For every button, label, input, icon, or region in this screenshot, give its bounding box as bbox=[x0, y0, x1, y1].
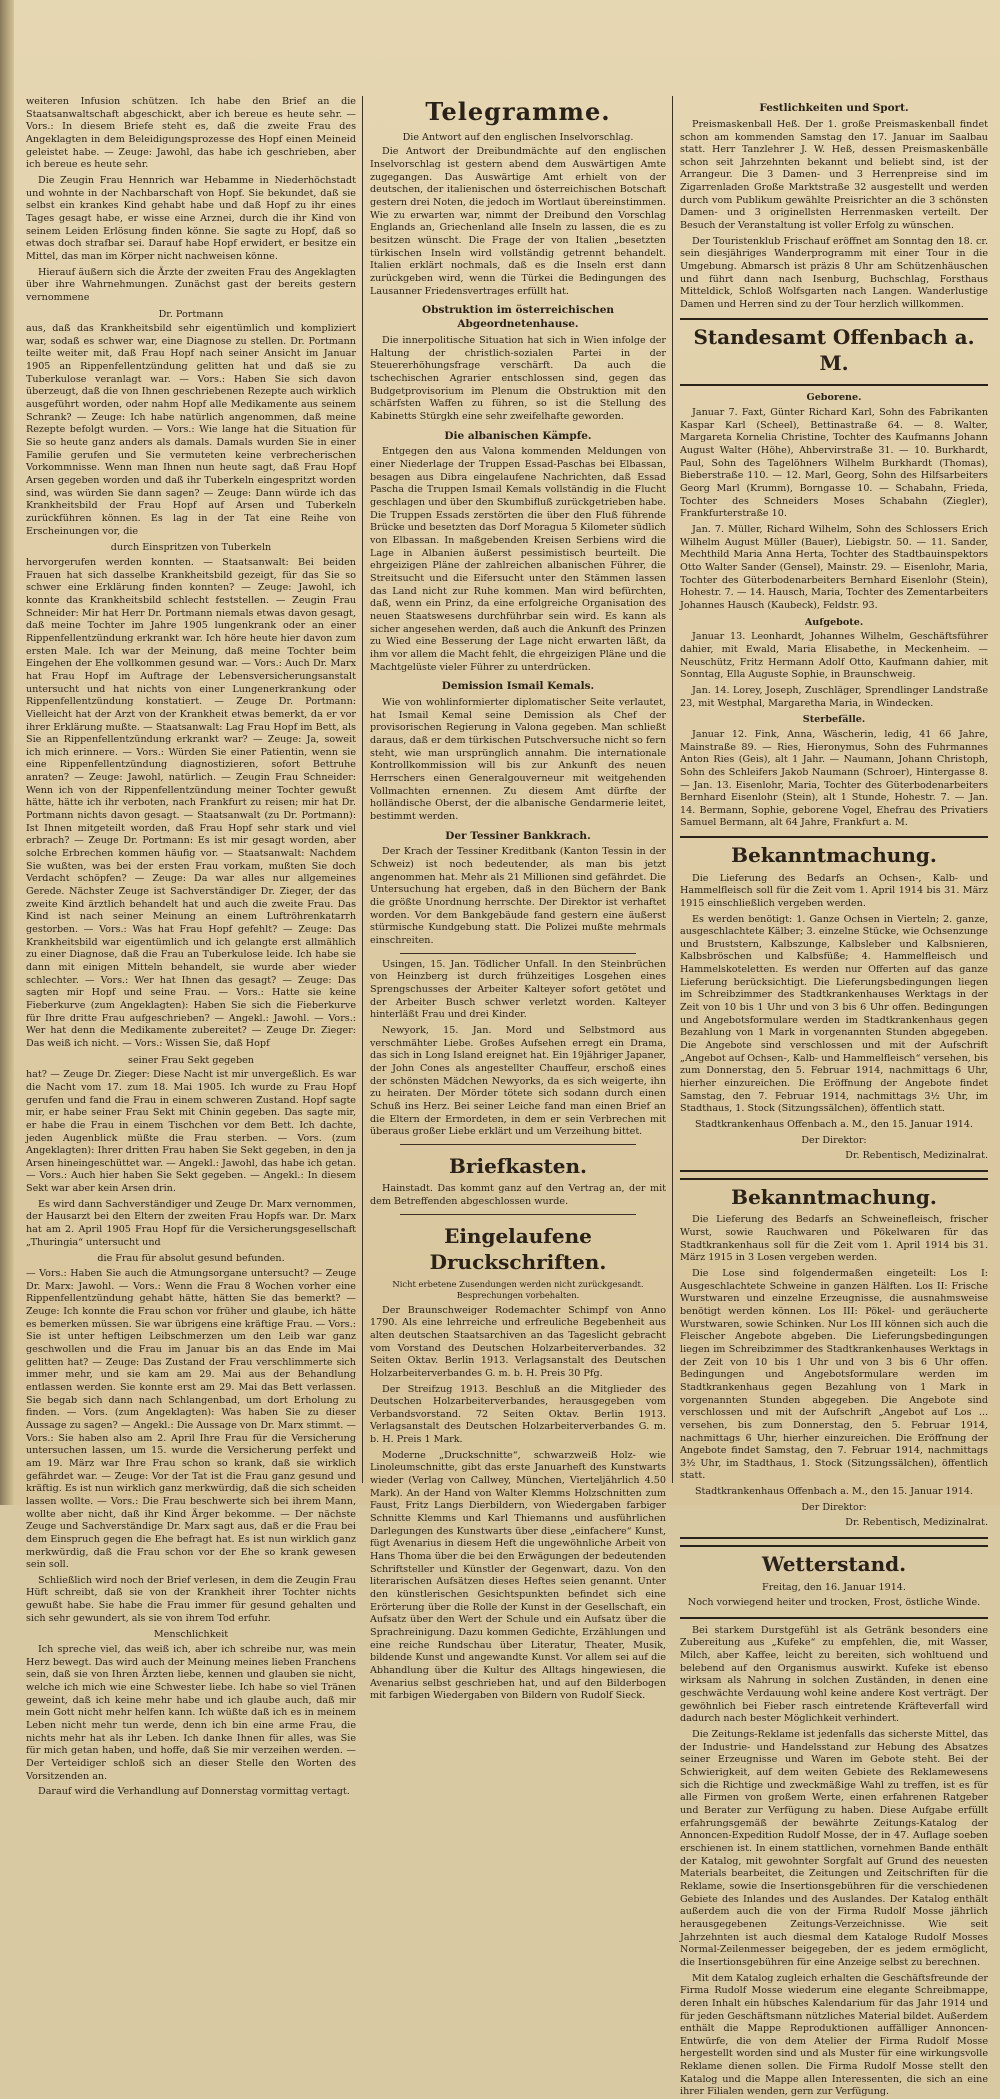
date-line: Freitag, den 16. Januar 1914. bbox=[762, 1581, 906, 1593]
subheading: Aufgebote. bbox=[804, 616, 864, 628]
section-title-announcement: Bekanntmachung. bbox=[731, 1184, 937, 1209]
divider bbox=[400, 1144, 636, 1145]
subheading: Festlichkeiten und Sport. bbox=[759, 102, 909, 114]
paragraph: Januar 12. Fink, Anna, Wäscherin, ledig, 41 66 Jahre, Mainstraße 89. — Ries, Hieronymus, Sohn des Fuhrmannes Anton Ries (Geis), alt 1 Jahr. — Naumann, Johann Christoph, Sohn des Schleifers Jakob Naumann (Schroer), Hintergasse 8. — Jan. 13. Eisenlohr, Maria, Tochter des Güterbodenarbeiters Bernhard Eisenlohr (Stein), alt 1 Stunde, Hohestr. 7. — Jan. 14. Bermann, Sophie, geborene Vogel, Ehefrau des Privatiers Samuel Bermann, alt 64 Jahre, Frankfurt a. M. bbox=[680, 728, 988, 829]
paragraph: Jan. 14. Lorey, Joseph, Zuschläger, Sprendlinger Landstraße 23, mit Westphal, Margaretha Maria, in Windecken. bbox=[680, 684, 988, 709]
paragraph: Die Zeitungs-Reklame ist jedenfalls das sicherste Mittel, das der Industrie- und Handelsstand zur Hebung des Absatzes seiner Erzeugnisse und Waren im Gebote steht. Bei der Schwierigkeit, auf dem weiten Gebiete des Reklamewesens sich die Richtige und zweckmäßige Wahl zu treffen, ist es für alle Firmen von großem Werte, einen erfahrenen Ratgeber und Berater zur Verfügung zu haben. Diese Aufgabe erfüllt erfahrungsgemäß der bewährte Zeitungs-Katalog der Annoncen-Expedition Rudolf Mosse, der in 47. Auflage soeben erschienen ist. In einem stattlichen, vornehmen Bande enthält der Katalog, mit gewohnter Sorgfalt auf Grund des neuesten Materials bearbeitet, die Zeitungen und Zeitschriften für die Reklame, sowie die Insertionsgebühren für die verschiedenen Gebiete des Inlandes und des Auslandes. Der Katalog enthält außerdem auch die von der Firma Rudolf Mosse jährlich herausgegebenen Zeitungs-Verzeichnisse. Wie seit Jahrzehnten ist auch diesmal dem Kataloge Rudolf Mosses Normal-Zeilenmesser beigegeben, der es jedem ermöglicht, die Insertionsgebühren für eine Anzeige selbst zu berechnen. bbox=[680, 1729, 988, 1968]
paragraph: Moderne „Druckschnitte“, schwarzweiß Holz- wie Linoleumschnitte, gibt das erste Januarheft des Kunstwarts wieder (Verlag von Callwey, München, Vierteljährlich 4.50 Mark). An der Hand von Walter Klemms Holzschnitten zum Faust, Fritz Langs Dierbildern, von Wiedergaben farbiger Schnitte Klemms und Karl Thiemanns und ausführlichen Darlegungen des Kunstwarts über diese „einfachere“ Kunst, fügt Avenarius in diesem Heft die ungewöhnliche Arbeit von Hans Thoma über die bei den Erwägungen der bedeutenden Schriftsteller und Künstler der Gegenwart, dazu. Von den literarischen Aufsätzen dieses Heftes seien genannt. Unter den künstlerischen Gesichtspunkten befindet sich eine Erörterung über die Rolle der Kunst in der Gesellschaft, ein Aufsatz über den Wert der Schule und ein Aufsatz über die Sprachreinigung. Dazu kommen Gedichte, Erzählungen und eine reiche Rundschau über Literatur, Theater, Musik, bildende Kunst und angewandte Kunst. Vor allem sei auf die Abhandlung über die Kultur des Alltags hingewiesen, die Avenarius selbst geschrieben hat, und auf den Bilderbogen mit farbigen Wiedergaben von Bildern von Rudolf Sieck. bbox=[370, 1449, 666, 1702]
forecast: Noch vorwiegend heiter und trocken, Frost, östliche Winde. bbox=[687, 1597, 981, 1609]
page-binding-edge bbox=[0, 0, 14, 1505]
subheading: Dr. Portmann bbox=[158, 308, 224, 320]
paragraph: Bei starkem Durstgefühl ist als Getränk besonders eine Zubereitung aus „Kufeke“ zu empfehlen, die, mit Wasser, Milch, aber Kaffee, leicht zu bereiten, sich wohltuend und belebend auf den Organismus auswirkt. Kufeke ist ebenso wirksam als Nahrung in solchen Zuständen, in denen eine geschwächte Verdauung wohl keine andere Kost verträgt. Der gewöhnlich bei Fieber rasch eintretende Kräfteverfall wird dadurch nach bester Möglichkeit verhindert. bbox=[680, 1624, 988, 1725]
subheading: Die albanischen Kämpfe. bbox=[444, 429, 592, 442]
paragraph: aus, daß das Krankheitsbild sehr eigentümlich und kompliziert war, sodaß es schwer war, eine Diagnose zu stellen. Dr. Portmann teilte weiter mit, daß Frau Hopf nach seiner Ansicht im Januar 1905 an Rippenfellentzündung gelitten hat und daß sie zu Tuberkulose veranlagt war. — Vors.: Haben Sie sich davon überzeugt, daß die von Ihnen geschriebenen Rezepte auch wirklich ausgeführt worden, oder nahm Hopf alle Medikamente aus seinem Schrank? — Zeuge: Ich habe natürlich angenommen, daß meine Rezepte befolgt wurden. — Vors.: Wie lange hat die Situation für Sie so heute ganz anders als damals. Damals wurden Sie in einer Familie gerufen und Sie vermuteten keine verbrecherischen Vorkommnisse. Wenn man Ihnen nun heute sagt, daß Frau Hopf Arsen gegeben worden und daß ihr Tuberkeln eingespritzt worden sind, was würden Sie dann sagen? — Zeuge: Dann würde ich das Krankheitsbild der Frau Hopf auf Arsen und Tuberkeln zurückführen können. Es lag in der Tat eine Reihe von Erscheinungen vor, die bbox=[26, 323, 356, 537]
paragraph: hervorgerufen werden konnten. — Staatsanwalt: Bei beiden Frauen hat sich dasselbe Krankheitsbild gezeigt, für das Sie so schwer eine Erklärung finden konnten? — Zeuge: Jawohl, ich konnte das Krankheitsbild schlecht feststellen. — Zeugin Frau Schneider: Mir hat Herr Dr. Portmann niemals etwas davon gesagt, daß meine Tochter im Jahre 1905 lungenkrank oder an einer Rippenfellentzündung erkrankt war. Ich höre heute hier davon zum ersten Male. Ich war der Meinung, daß meine Tochter beim Eingehen der Ehe vollkommen gesund war. — Vors.: Auch Dr. Marx hat Frau Hopf im Auftrage der Lebensversicherungsanstalt untersucht und hat nichts von einer Lungenerkrankung oder Rippenfellentzündung konstatiert. — Zeuge Dr. Portmann: Vielleicht hat der Arzt von der Krankheit etwas bemerkt, da er vor ihrer Erklärung mußte. — Staatsanwalt: Lag Frau Hopf im Bett, als Sie an Rippenfellentzündung erkrankt war? — Zeuge: Ja, soweit ich mich erinnere. — Vors.: Würden Sie einer Patientin, wenn sie eine Rippenfellentzündung diagnostizieren, sofort Bettruhe anraten? — Zeuge: Jawohl, natürlich. — Zeugin Frau Schneider: Wenn ich von der Rippenfellentzündung meiner Tochter gewußt hätte, hätte ich ihr verboten, nach Frankfurt zu reisen; mir hat Dr. Portmann nichts davon gesagt. — Staatsanwalt (zu Dr. Portmann): Ist Ihnen mitgeteilt worden, daß Frau Hopf sehr stark und viel erbrach? — Zeuge Dr. Portmann: Es ist mir gesagt worden, aber solche Erbrechen kommen häufig vor. — Staatsanwalt: Nachdem Sie wußten, was bei der ersten Frau vorkam, mußten Sie doch Verdacht schöpfen? — Zeuge: Da war alles nur allgemeines Gerede. Nächster Zeuge ist Sachverständiger Dr. Zieger, der das zweite Kind ärztlich behandelt hat und auch die zweite Frau. Das Kind ist nach seiner Meinung an einem Luftröhrenkatarrh gestorben. — Vors.: Was hat Frau Hopf gefehlt? — Zeuge: Das Krankheitsbild war eigentümlich und ich gelangte erst allmählich zu einer Diagnose, daß die Frau an Tuberkulose leide. Ich habe sie dann mit einigen Mitteln behandelt, sie wurde aber wieder schlechter. — Vors.: Wer hat Ihnen das gesagt? — Zeuge: Das sagten mir Hopf und seine Frau. — Vors.: Hatte sie keine Fieberkurve (zum Angeklagten): Haben Sie sich die Fieberkurve für Ihre dritte Frau aufgeschrieben? — Angekl.: Jawohl. — Vors.: Wer hat denn die Medikamente zubereitet? — Zeuge Dr. Zieger: Das weiß ich nicht. — Vors.: Wissen Sie, daß Hopf bbox=[26, 556, 356, 1049]
paragraph: Der Direktor: bbox=[801, 1501, 867, 1513]
column-rule bbox=[362, 96, 363, 1483]
paragraph: Die innerpolitische Situation hat sich in Wien infolge der Haltung der christlich-sozialen Partei in der Steuererhöhungsfrage verschärft. Da auch die tschechischen Agrarier entschlossen sind, gegen das Budgetprovisorium im Plenum die Obstruktion mit den schärfsten Waffen zu führen, so ist die Stellung des Kabinetts Stürgkh eine sehr zweifelhafte geworden. bbox=[370, 334, 666, 422]
paragraph: Es wird dann Sachverständiger und Zeuge Dr. Marx vernommen, der Hausarzt bei den Eltern der zweiten Frau Hopfs war. Dr. Marx hat am 2. April 1905 Frau Hopf für die Versicherungsgesellschaft „Thuringia“ untersucht und bbox=[26, 1198, 356, 1248]
paragraph: Der Streifzug 1913. Beschluß an die Mitglieder des Deutschen Holzarbeiterverbandes, herausgegeben vom Verbandsvorstand. 72 Seiten Oktav. Berlin 1913. Verlagsanstalt des Deutschen Holzarbeiterverbandes G. m. b. H. Preis 1 Mark. bbox=[370, 1383, 666, 1446]
paragraph: Die Antwort der Dreibundmächte auf den englischen Inselvorschlag ist gestern abend dem Auswärtigen Amte zugegangen. Das Auswärtige Amt erhielt von der deutschen, der italienischen und österreichischen Botschaft gestern drei Noten, die jedoch im Wortlaut übereinstimmen. Wie zu erwarten war, nimmt der Dreibund den Vorschlag Englands an, Griechenland alle Inseln zu lassen, die es zu besitzen wünscht. Die Frage der von Italien „besetzten türkischen Inseln wird vollständig getrennt behandelt. Italien erklärt nochmals, daß es die Inseln erst dann zurückgeben wird, wenn die Türkei die Bedingungen des Lausanner Friedensvertrages erfüllt hat. bbox=[370, 146, 666, 297]
section-title-announcement: Bekanntmachung. bbox=[731, 843, 937, 868]
paragraph: Hainstadt. Das kommt ganz auf den Vertrag an, der mit dem Betreffenden abgeschlossen wurde. bbox=[370, 1183, 666, 1207]
paragraph: Mit dem Katalog zugleich erhalten die Geschäftsfreunde der Firma Rudolf Mosse wiederum eine elegante Schreibmappe, deren Inhalt ein hübsches Kalendarium für das Jahr 1914 und für jeden Geschäftsmann nützliches Material bildet. Außerdem enthält die Mappe Reproduktionen auffälliger Annoncen-Entwürfe, die von dem Atelier der Firma Rudolf Mosse hergestellt worden sind und als Muster für eine wirkungsvolle Reklame dienen sollen. Die Firma Rudolf Mosse stellt den Katalog und die Mappe allen Interessenten, die sich an eine ihrer Filialen wenden, gern zur Verfügung. bbox=[680, 1972, 988, 2098]
paragraph: Stadtkrankenhaus Offenbach a. M., den 15. Januar 1914. bbox=[694, 1119, 974, 1130]
column-telegrams bbox=[370, 96, 666, 1702]
paragraph: weiteren Infusion schützen. Ich habe den Brief an die Staatsanwaltschaft abgeschickt, aber ich bereue es heute sehr. — Vors.: In diesem Briefe steht es, daß die zweite Frau des Angeklagten in dem Beleidigungsprozesse des Hopf einen Meineid geleistet habe. — Zeuge: Jawohl, das habe ich geschrieben, aber ich bereue es heute sehr. bbox=[26, 96, 356, 171]
paragraph: Die Lieferung des Bedarfs an Schweinefleisch, frischer Wurst, sowie Rauchwaren und Pökelwaren für das Stadtkrankenhaus soll für die Zeit vom 1. April 1914 bis 31. März 1915 in 3 Losen vergeben werden. bbox=[680, 1214, 988, 1264]
paragraph: Die Zeugin Frau Hennrich war Hebamme in Niederhöchstadt und wohnte in der Nachbarschaft von Hopf. Sie bekundet, daß sie selbst ein krankes Kind gehabt habe und daß Hopf zu ihr eines Tages gesagt habe, er wisse eine Arznei, durch die ihr Kind von seinem Leiden Erlösung finden könne. Sie sagte zu Hopf, daß so etwas doch strafbar sei. Darauf habe Hopf erwidert, er besitze ein Mittel, das man im Körper nicht nachweisen könne. bbox=[26, 174, 356, 262]
subheading: durch Einspritzen von Tuberkeln bbox=[110, 542, 272, 554]
paragraph: Newyork, 15. Jan. Mord und Selbstmord aus verschmähter Liebe. Großes Aufsehen erregt ein Drama, das sich in Long Island ereignet hat. Ein 19jähriger Japaner, der John Cones als angestellter Chauffeur, erschoß eines der schönsten Mädchen Newyorks, da es sich weigerte, ihn zu heiraten. Der Mörder tötete sich sodann durch einen Schuß ins Herz. Bei seiner Leiche fand man einen Brief an die Eltern der Ermordeten, in dem er sein Verbrechen mit überaus großer Liebe erklärt und um Verzeihung bittet. bbox=[370, 1025, 666, 1138]
paragraph: hat? — Zeuge Dr. Zieger: Diese Nacht ist mir unvergeßlich. Es war die Nacht vom 17. zum 18. Mai 1905. Ich wurde zu Frau Hopf gerufen und fand die Frau in einem schweren Zustand. Hopf sagte mir, er habe seiner Frau Sekt mit Chinin gegeben. Das sagte mir, er habe die Frau in einem Tischchen vor dem Bett. Ich dachte, jeden Augenblick müßte die Frau sterben. — Vors. (zum Angeklagten): Ihrer dritten Frau haben Sie Sekt gegeben, in den ja Arsen hineingeschüttet war. — Angekl.: Jawohl, das habe ich getan. — Vors.: Auch hier haben Sie Sekt gegeben. — Angekl.: In diesem Sekt war aber kein Arsen drin. bbox=[26, 1069, 356, 1195]
paragraph: Es werden benötigt: 1. Ganze Ochsen in Vierteln; 2. ganze, ausgeschlachtete Kälber; 3. einzelne Stücke, wie Ochsenzunge und Bruststern, Kalbszunge, Kalbsleber und Kalbsnieren, Kalbsbröschen und Kalbsfüße; 4. Hammelfleisch und Hammelskoteletten. Es werden nur Offerten auf das ganze Lieferung berücksichtigt. Die Lieferungsbedingungen liegen im Schreibzimmer des Stadtkrankenhauses Werktags in der Zeit von 10 bis 1 Uhr und von 3 bis 6 Uhr offen. Bedingungen und Angebotsformulare werden im Stadtkrankenhaus gegen Bezahlung von 1 Mark in vorgenannten Stunden abgegeben. Die Angebote sind verschlossen und mit der Aufschrift „Angebot auf Ochsen-, Kalb- und Hammelfleisch“ versehen, bis zum Donnerstag, den 5. Februar 1914, nachmittags 6 Uhr, hierher einzureichen. Die Eröffnung der Angebote findet Samstag, den 7. Februar 1914, nachmittags 3½ Uhr, im Stadthaus, 1. Stock (Sitzungssälchen), öffentlich statt. bbox=[680, 913, 988, 1115]
registry-office-box bbox=[680, 318, 988, 387]
announcement-box bbox=[680, 1178, 988, 1539]
announcement-box bbox=[680, 836, 988, 1172]
section-title-telegrams: Telegramme. bbox=[425, 97, 611, 126]
paragraph: Januar 7. Faxt, Günter Richard Karl, Sohn des Fabrikanten Kaspar Karl (Scheel), Bettinastraße 64. — 8. Walter, Margareta Kornelia Christine, Tochter des Kaufmanns Johann August Walter (Höhe), Ahbervirstraße 31. — 10. Burkhardt, Paul, Sohn des Tagelöhners Wilhelm Burkhardt (Thomas), Bieberstraße 110. — 12. Marl, Georg, Sohn des Hilfsarbeiters Georg Marl (Krumm), Borngasse 10. — Schabahn, Frieda, Tochter des Schneiders Moses Schabahn (Ziegler), Frankfurterstraße 10. bbox=[680, 407, 988, 520]
section-title-letterbox: Briefkasten. bbox=[449, 1153, 587, 1178]
paragraph: Stadtkrankenhaus Offenbach a. M., den 15. Januar 1914. bbox=[694, 1486, 974, 1498]
subheading: Menschlichkeit bbox=[153, 1629, 229, 1641]
signature: Dr. Rebentisch, Medizinalrat. bbox=[845, 1150, 988, 1162]
subheading: die Frau für absolut gesund befunden. bbox=[97, 1253, 285, 1265]
paragraph: Die Lose sind folgendermaßen eingeteilt: Los I: Ausgeschlachtete Schweine in ganzen Hälften. Los II: Frische Wurstwaren und einzelne Erzeugnisse, die ausnahmsweise benötigt werden können. Los III: Pökel- und geräucherte Wurstwaren, sowie Schinken. Nur Los III können sich auch die Fleischer Angebote abgeben. Die Lieferungsbedingungen liegen im Schreibzimmer des Stadtkrankenhauses Werktags in der Zeit von 10 bis 1 Uhr und von 3 bis 6 Uhr offen. Bedingungen und Angebotsformulare werden im Stadtkrankenhaus gegen Bezahlung von 1 Mark in vorgenannten Stunden abgegeben. Die Angebote sind verschlossen und mit der Aufschrift „Angebot auf Los ... versehen, bis zum Donnerstag, den 5. Februar 1914, nachmittags 6 Uhr, hierher einzureichen. Die Eröffnung der Angebote findet Samstag, den 7. Februar 1914, nachmittags 3½ Uhr, im Stadthaus, 1. Stock (Sitzungssälchen), öffentlich statt. bbox=[680, 1267, 988, 1482]
paragraph: Der Braunschweiger Rodemachter Schimpf von Anno 1790. Als eine lehrreiche und erfreuliche Begebenheit aus alten deutschen Staatsarchiven an das Tageslicht gebracht vom Vorstand des Deutschen Holzarbeiterverbandes. 32 Seiten Oktav. Berlin 1913. Verlagsanstalt des Deutschen Holzarbeiterverbandes G. m. b. H. Preis 30 Pfg. bbox=[370, 1304, 666, 1379]
paragraph: Der Direktor: bbox=[801, 1134, 867, 1146]
paragraph: Darauf wird die Verhandlung auf Donnerstag vormittag vertagt. bbox=[38, 1786, 350, 1798]
subheading: seiner Frau Sekt gegeben bbox=[128, 1054, 254, 1066]
weather-box bbox=[680, 1545, 988, 1619]
paragraph: Wie von wohlinformierter diplomatischer Seite verlautet, hat Ismail Kemal seine Demission als Chef der provisorischen Regierung in Valona gegeben. Man schließt daraus, daß er dem türkischen Putschversuche nicht so fern steht, wie man ursprünglich annahm. Die internationale Kontrollkommission will bis zur Ankunft des neuen Herrschers einen Generalgouverneur mit weitgehenden Vollmachten ernennen. Zu diesem Amt dürfte der holländische Oberst, der die albanische Gendarmerie leitet, bestimmt werden. bbox=[370, 697, 666, 822]
paragraph: Januar 13. Leonhardt, Johannes Wilhelm, Geschäftsführer dahier, mit Ewald, Maria Elisabethe, in Meckenheim. — Neuschütz, Fritz Hermann Adolf Otto, Kaufmann dahier, mit Sonntag, Ella Auguste Sophie, in Braunschweig. bbox=[680, 631, 988, 681]
paragraph: Hierauf äußern sich die Ärzte der zweiten Frau des Angeklagten über ihre Wahrnehmungen. Zunächst gast der bereits gestern vernommene bbox=[26, 266, 356, 303]
subheading: Die Antwort auf den englischen Inselvorschlag. bbox=[402, 131, 634, 143]
subheading: Geborene. bbox=[806, 392, 862, 404]
divider bbox=[400, 953, 636, 954]
paragraph: Der Krach der Tessiner Kreditbank (Kanton Tessin in der Schweiz) ist noch bedeutender, als man bis jetzt angenommen hat. Mehr als 21 Millionen sind gefährdet. Die Untersuchung hat ergeben, daß in den Büchern der Bank die größte Unordnung herrschte. Der Direktor ist verhaftet worden. Vor dem Bankgebäude fand gestern eine äußerst stürmische Kundgebung statt. Die Polizei mußte mehrmals einschreiten. bbox=[370, 846, 666, 947]
paragraph: Usingen, 15. Jan. Tödlicher Unfall. In den Steinbrüchen von Heinzberg ist durch frühzeitiges Losgehen eines Sprengschusses der Arbeiter Kalteyer sofort getötet und der Arbeiter Busch schwer verletzt worden. Kalteyer hinterläßt Frau und drei Kinder. bbox=[370, 958, 666, 1021]
note: Nicht erbetene Zusendungen werden nicht zurückgesandt. Besprechungen vorbehalten. bbox=[392, 1279, 644, 1301]
divider bbox=[400, 1214, 636, 1215]
subheading: Obstruktion im österreichischen Abgeordnetenhause. bbox=[421, 304, 615, 331]
paragraph: Schließlich wird noch der Brief verlesen, in dem die Zeugin Frau Hüft schreibt, daß sie von der Krankheit ihrer Tochter nichts gewußt habe. Sie habe die Frau immer für gesund gehalten und sich sehr gewundert, als sie von ihrem Tod erfuhr. bbox=[26, 1574, 356, 1624]
paragraph: Die Lieferung des Bedarfs an Ochsen-, Kalb- und Hammelfleisch soll für die Zeit vom 1. April 1914 bis 31. März 1915 einschließlich vergeben werden. bbox=[680, 872, 988, 909]
paragraph: Jan. 7. Müller, Richard Wilhelm, Sohn des Schlossers Erich Wilhelm August Müller (Bauer), Liebigstr. 50. — 11. Sander, Mechthild Maria Anna Herta, Tochter des Stadtbauinspektors Otto Walter Sander (Gensel), Mainstr. 29. — Eisenlohr, Maria, Tochter des Güterbodenarbeiters Bernhard Eisenlohr (Stein), Hohestr. 7. — 14. Hausch, Maria, Tochter des Zementarbeiters Johannes Hausch (Kaubeck), Feldstr. 93. bbox=[680, 524, 988, 611]
subheading: Demission Ismail Kemals. bbox=[441, 680, 595, 693]
column-rule bbox=[672, 96, 673, 1483]
column-trial-report bbox=[26, 96, 356, 1798]
paragraph: — Vors.: Haben Sie auch die Atmungsorgane untersucht? — Zeuge Dr. Marx: Jawohl. — Vors.: Wenn die Frau 8 Wochen vorher eine Rippenfellentzündung gehabt hätte, hätten Sie das bemerkt? — Zeuge: Ich konnte die Frau schon vor früher und glaube, ich hätte es bemerken müssen. Sie war übrigens eine kräftige Frau. — Vors.: Sie ist unter heftigen Leibschmerzen um den Leib war ganz geschwollen und die Frau im Januar bis an das Ende im Mai gelitten hat? — Zeuge: Das Zustand der Frau verschlimmerte sich immer mehr, und sie kam am 29. Mai aus der Behandlung entlassen werden. Sie konnte erst am 29. Mai das Bett verlassen. Sie begab sich dann nach Schlangenbad, um dort Erholung zu finden. — Vors. (zum Angeklagten): Was haben Sie zu dieser Aussage zu sagen? — Angekl.: Die Aussage von Dr. Marx stimmt. — Vors.: Sie haben also am 2. April Ihre Frau für die Versicherung untersuchen lassen, um 15. wurde die Versicherung perfekt und am 19. März war Ihre Frau schon so krank, daß sie wirklich gefährdet war. — Zeuge: Vor der Tat ist die Frau ganz gesund und kräftig. Es ist nun wirklich ganz merkwürdig, daß die sich scheiden lassen wollte. — Vors.: Die Frau beschwerte sich bei ihrem Mann, wollte aber nicht, daß ihr Kind Ärger bekomme. — Der nächste Zeuge und Sachverständige Dr. Marx sagt aus, daß er die Frau bei dem Einspruch gegen die Ehe befragt hat. Es ist nun wirklich ganz merkwürdig, daß die Frau schon vor der Ehe so krank gewesen sein soll. bbox=[26, 1268, 356, 1571]
paragraph: Entgegen den aus Valona kommenden Meldungen von einer Niederlage der Truppen Essad-Paschas bei Elbassan, besagen aus Dibra eingelaufene Nachrichten, daß Essad Pascha die Truppen Ismail Kemals vollständig in die Flucht geschlagen und über den Skumbifluß zurückgetrieben habe. Die Truppen Essads zerstörten die über den Fluß führende Brücke und besetzten das Dorf Moragua 5 Kilometer südlich von Elbassan. In maßgebenden Kreisen Serbiens wird die Lage in Albanien äußerst pessimistisch beurteilt. Die ehrgeizigen Pläne der zahlreichen albanischen Führer, die Streitsucht und die Eifersucht unter den Stämmen lassen das Land nicht zur Ruhe kommen. Man wird befürchten, daß, wenn ein Prinz, da eine erfolgreiche Organisation des neuen Staatswesens durchführbar sein wird. Es kann als sicher angesehen werden, daß auch die Ankunft des Prinzen zu Wied eine Besserung der Lage nicht erwarten läßt, da ihm vor allem die Macht fehlt, die ehrgeizigen Pläne und die Machtgelüste vieler Führer zu unterdrücken. bbox=[370, 446, 666, 673]
subheading: Sterbefälle. bbox=[802, 714, 866, 726]
paragraph: Preismaskenball Heß. Der 1. große Preismaskenball findet schon am kommenden Samstag den 17. Januar im Saalbau statt. Herr Tanzlehrer J. W. Heß, dessen Preismaskenbälle schon seit Jahrzehnten bekannt und beliebt sind, ist der Arrangeur. Die 3 Damen- und 3 Herrenpreise sind im Zigarrenladen Große Marktstraße 32 ausgestellt und werden durch vom Publikum gewählte Preisrichter an die 3 schönsten Damen- und 3 originellsten Herrenmasken verteilt. Der Besuch der Veranstaltung ist voller Erfolg zu wünschen. bbox=[680, 118, 988, 232]
paragraph: Der Touristenklub Frischauf eröffnet am Sonntag den 18. cr. sein diesjähriges Wanderprogramm mit einer Tour in die Umgebung. Abmarsch ist präzis 8 Uhr am Schützenhäuschen und führt dann nach Isenburg, Buchschlag, Forsthaus Mitteldick, Schloß Wolfsgarten nach Langen. Wanderlustige Damen und Herren sind zu der Tour herzlich willkommen. bbox=[680, 235, 988, 311]
column-local-news bbox=[680, 96, 988, 2098]
newspaper-page bbox=[14, 0, 1000, 2098]
section-title-weather: Wetterstand. bbox=[761, 1552, 907, 1577]
section-title-received-publications: Eingelaufene Druckschriften. bbox=[429, 1223, 607, 1274]
paragraph: Ich spreche viel, das weiß ich, aber ich schreibe nur, was mein Herz bewegt. Das wird auch der Meinung meines lieben Franchens sein, daß sie von Ihren Ärzten liebe, kennen und glauben sie nicht, welche ich mich wie eine Schwester liebe. Ich habe so viel Tränen geweint, daß ich keine mehr habe und ich glaube auch, daß mir mein Gott nicht mehr helfen kann. Ich wüßte daß ich es in meinem Leben nicht mehr tun werde, denn ich bin eine arme Frau, die nichts mehr hat als ihr Leben. Ich danke Ihnen für alles, was Sie für mich getan haben, und hoffe, daß Sie mir verzeihen werden. — Der Verteidiger schloß sich an dieser Stelle den Worten des Vorsitzenden an. bbox=[26, 1644, 356, 1782]
section-title-registry: Standesamt Offenbach a. M. bbox=[693, 324, 975, 376]
signature: Dr. Rebentisch, Medizinalrat. bbox=[845, 1517, 988, 1529]
subheading: Der Tessiner Bankkrach. bbox=[445, 829, 591, 842]
